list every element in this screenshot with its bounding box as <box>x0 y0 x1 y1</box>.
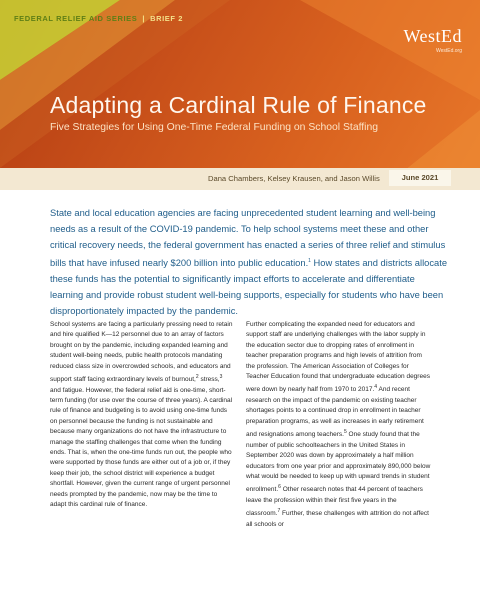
series-separator: | <box>142 14 146 23</box>
body-text: Further, these challenges with attrition do not affect all schools or <box>246 510 429 528</box>
logo-url: WestEd.org <box>435 48 462 54</box>
body-column-left <box>50 320 235 514</box>
footnote-ref: 7 <box>277 508 281 515</box>
intro-paragraph <box>50 205 450 319</box>
header-banner <box>0 0 480 190</box>
body-column-right <box>246 320 431 534</box>
intro-text: State and local education agencies are facing unprecedented student learning and well-being needs as a result of the COVID-19 pandemic. To help school systems meet these and other critical recovery needs, the federal government has enacted a series of three relief and stimulus bills that have infused nearly $200 billion into public education. <box>50 208 446 269</box>
footnote-ref: 5 <box>343 429 347 436</box>
publication-date: June 2021 <box>389 170 451 186</box>
body-text: One study found that the number of public schoolteachers in the United States in September 2020 was down by approximately a half million educators from one year prior and approximately 890,000 below what would be needed to keep up with upward trends in student enrollment. <box>246 431 431 494</box>
wested-logo <box>403 26 462 54</box>
authors: Dana Chambers, Kelsey Krausen, and Jason Willis <box>208 174 380 183</box>
series-name: FEDERAL RELIEF AID SERIES <box>14 14 138 23</box>
footnote-ref: 4 <box>374 384 378 391</box>
body-paragraph <box>50 320 235 510</box>
body-text: Other research notes that 44 percent of teachers leave the profession within their first five years in the classroom. <box>246 486 423 518</box>
brief-number: BRIEF 2 <box>150 14 184 23</box>
series-label <box>14 14 183 23</box>
body-text: School systems are facing a particularly pressing need to retain and hire qualified K—12 personnel due to an array of factors brought on by the pandemic, including expanded learning and student well-being needs, public health protocols mandating reduced class size in overcrowded schools, and educators and support staff facing extraordinary levels of burnout, <box>50 321 233 384</box>
body-paragraph <box>246 320 431 530</box>
logo-wordmark: WestEd <box>403 26 462 46</box>
footnote-ref: 1 <box>308 258 311 264</box>
page-subtitle: Five Strategies for Using One-Time Federal Funding on School Staffing <box>50 122 379 133</box>
body-text: And recent research on the impact of the pandemic on existing teacher shortages points to a continued drop in enrollment in teacher preparation programs, as well as increases in early retirement and resignations among teachers. <box>246 386 424 439</box>
body-text: Further complicating the expanded need for educators and support staff are underlying challenges with the labor supply in the education sector due to dropping rates of enrollment in teacher preparation programs and high levels of attrition from the profession. The American Association of Colleges for Teacher Education found that undergraduate education degrees were down by nearly half from 1970 to 2017. <box>246 321 430 394</box>
intro-text: How states and districts allocate these funds has the potential to significantly impact efforts to accelerate and differentiate learning and provide robust student well-being supports, especially for students who have been disproportionately impacted by the pandemic. <box>50 258 448 317</box>
body-text: stress, <box>198 376 220 384</box>
footnote-ref: 6 <box>278 484 281 491</box>
page-title: Adapting a Cardinal Rule of Finance <box>50 92 427 118</box>
footnote-ref: 2 <box>195 374 199 381</box>
body-text: and fatigue. However, the federal relief aid is one-time, short-term funding (for use over the course of three years). A cardinal rule of finance and budgeting is to avoid using one-time funds on personnel because the funding is not sustainable and because many organizations do not have the infrastructure to manage the staffing challenges that come when the funding ends. That is, when the one-time funds run out, the people who were supported by those funds are either out of a job or, if they keep their job, the school district will experience a budget shortfall. However, given the current range of urgent personnel needs prompted by the pandemic, now may be the time to adapt this cardinal rule of finance. <box>50 386 233 509</box>
footnote-ref: 3 <box>219 374 223 381</box>
